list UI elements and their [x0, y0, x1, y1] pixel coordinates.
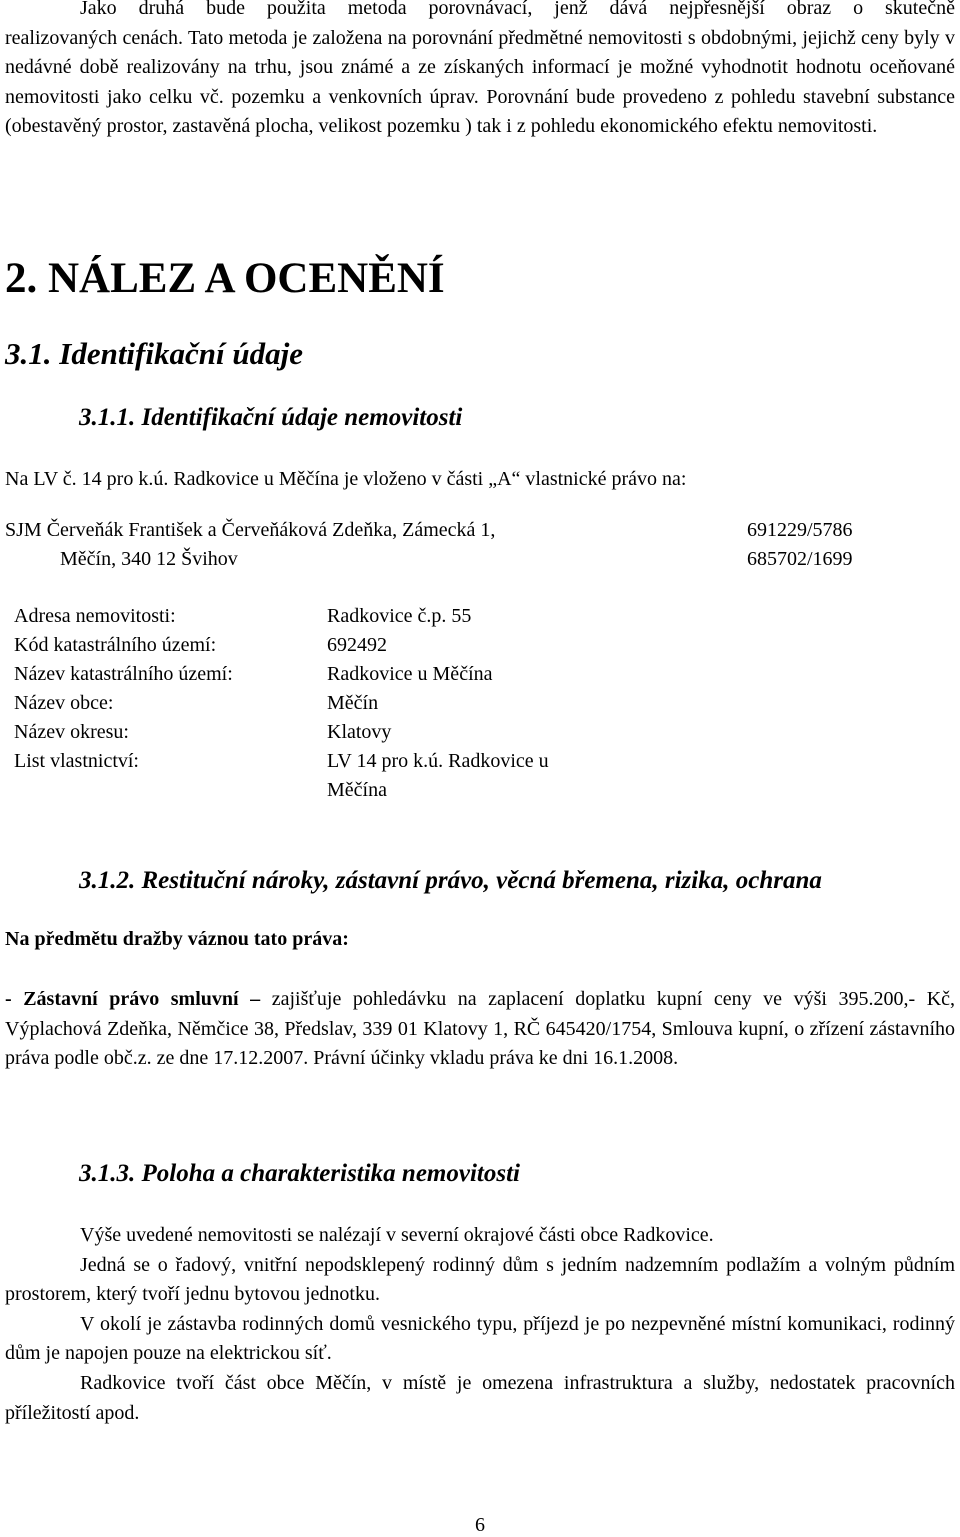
page-number: 6 [475, 1514, 485, 1536]
subsection-heading-3: 3.1.3. Poloha a charakteristika nemovitosti [79, 1160, 520, 1187]
property-label: Název katastrálního území: [14, 663, 233, 685]
property-value-cont: Měčína [327, 779, 387, 801]
owner-line-1: SJM Červeňák František a Červeňáková Zdeňka, Zámecká 1, [5, 519, 496, 541]
property-label: Název okresu: [14, 721, 129, 743]
location-paragraph: Jedná se o řadový, vnitřní nepodsklepený rodinný dům s jedním nadzemním podlažím a volným půdním prostorem, který tvoří jednu bytovou jednotku. [5, 1253, 955, 1306]
location-paragraph: Radkovice tvoří část obce Měčín, v místě je omezena infrastruktura a služby, nedostatek pracovních příležitostí apod. [5, 1371, 955, 1424]
property-value: Radkovice č.p. 55 [327, 605, 472, 627]
intro-paragraph [5, 0, 955, 142]
property-value: Měčín [327, 692, 379, 714]
property-label: Kód katastrálního území: [14, 634, 217, 656]
location-paragraph: Výše uvedené nemovitosti se nalézají v severní okrajové části obce Radkovice. [80, 1224, 714, 1246]
property-value: Klatovy [327, 721, 392, 743]
encumbrance-type: - Zástavní právo smluvní – [5, 988, 261, 1010]
encumbrance-text: zajišťuje pohledávku na zaplacení doplatku kupní ceny ve výši 395.200,- Kč, Výplachová Zdeňka, Němčice 38, Předslav, 339 01 Klatovy 1, RČ 645420/1754, Smlouva kupní, o zřízení zástavního práva podle obč.z. ze dne 17.12.2007. Právní účinky vkladu práva ke dni 16.1.2008. [5, 988, 956, 1070]
owner-id-1: 691229/5786 [747, 519, 853, 541]
encumbrance-paragraph [5, 985, 955, 1074]
property-value: Radkovice u Měčína [327, 663, 493, 685]
location-paragraph: V okolí je zástavba rodinných domů vesnického typu, příjezd je po nezpevněné místní komunikaci, rodinný dům je napojen pouze na elektrickou síť. [5, 1312, 955, 1365]
chapter-heading: 2. NÁLEZ A OCENĚNÍ [5, 255, 445, 302]
owner-line-2: Měčín, 340 12 Švihov [60, 548, 238, 570]
property-label: List vlastnictví: [14, 750, 139, 772]
subsection-heading-2: 3.1.2. Restituční nároky, zástavní právo, věcná břemena, rizika, ochrana [79, 867, 822, 894]
lv-line: Na LV č. 14 pro k.ú. Radkovice u Měčína je vloženo v části „A“ vlastnické právo na: [5, 468, 687, 490]
owner-id-2: 685702/1699 [747, 548, 853, 570]
intro-line-1: Jako druhá bude použita metoda porovnávací, jenž dává nejpřesnější obraz o skutečně [80, 0, 955, 19]
encumbrance-heading: Na předmětu dražby váznou tato práva: [5, 928, 349, 950]
location-paragraphs [5, 1221, 955, 1428]
intro-text: realizovaných cenách. Tato metoda je založena na porovnání předmětné nemovitosti s obdobnými, jejichž ceny byly v nedávné době realizovány na trhu, jsou známé a ze získaných informací je možné vyhodnotit hodnotu oceňované nemovitosti jako celku vč. pozemku a venkovních úprav. Porovnání bude provedeno z pohledu stavební substance (obestavěný prostor, zastavěná plocha, velikost pozemku ) tak i z pohledu ekonomického efektu nemovitosti. [5, 26, 955, 138]
property-label: Adresa nemovitosti: [14, 605, 176, 627]
property-value: LV 14 pro k.ú. Radkovice u [327, 750, 549, 772]
property-label: Název obce: [14, 692, 114, 714]
subsection-heading-1: 3.1.1. Identifikační údaje nemovitosti [79, 404, 463, 431]
property-value: 692492 [327, 634, 387, 656]
section-heading: 3.1. Identifikační údaje [5, 336, 303, 371]
